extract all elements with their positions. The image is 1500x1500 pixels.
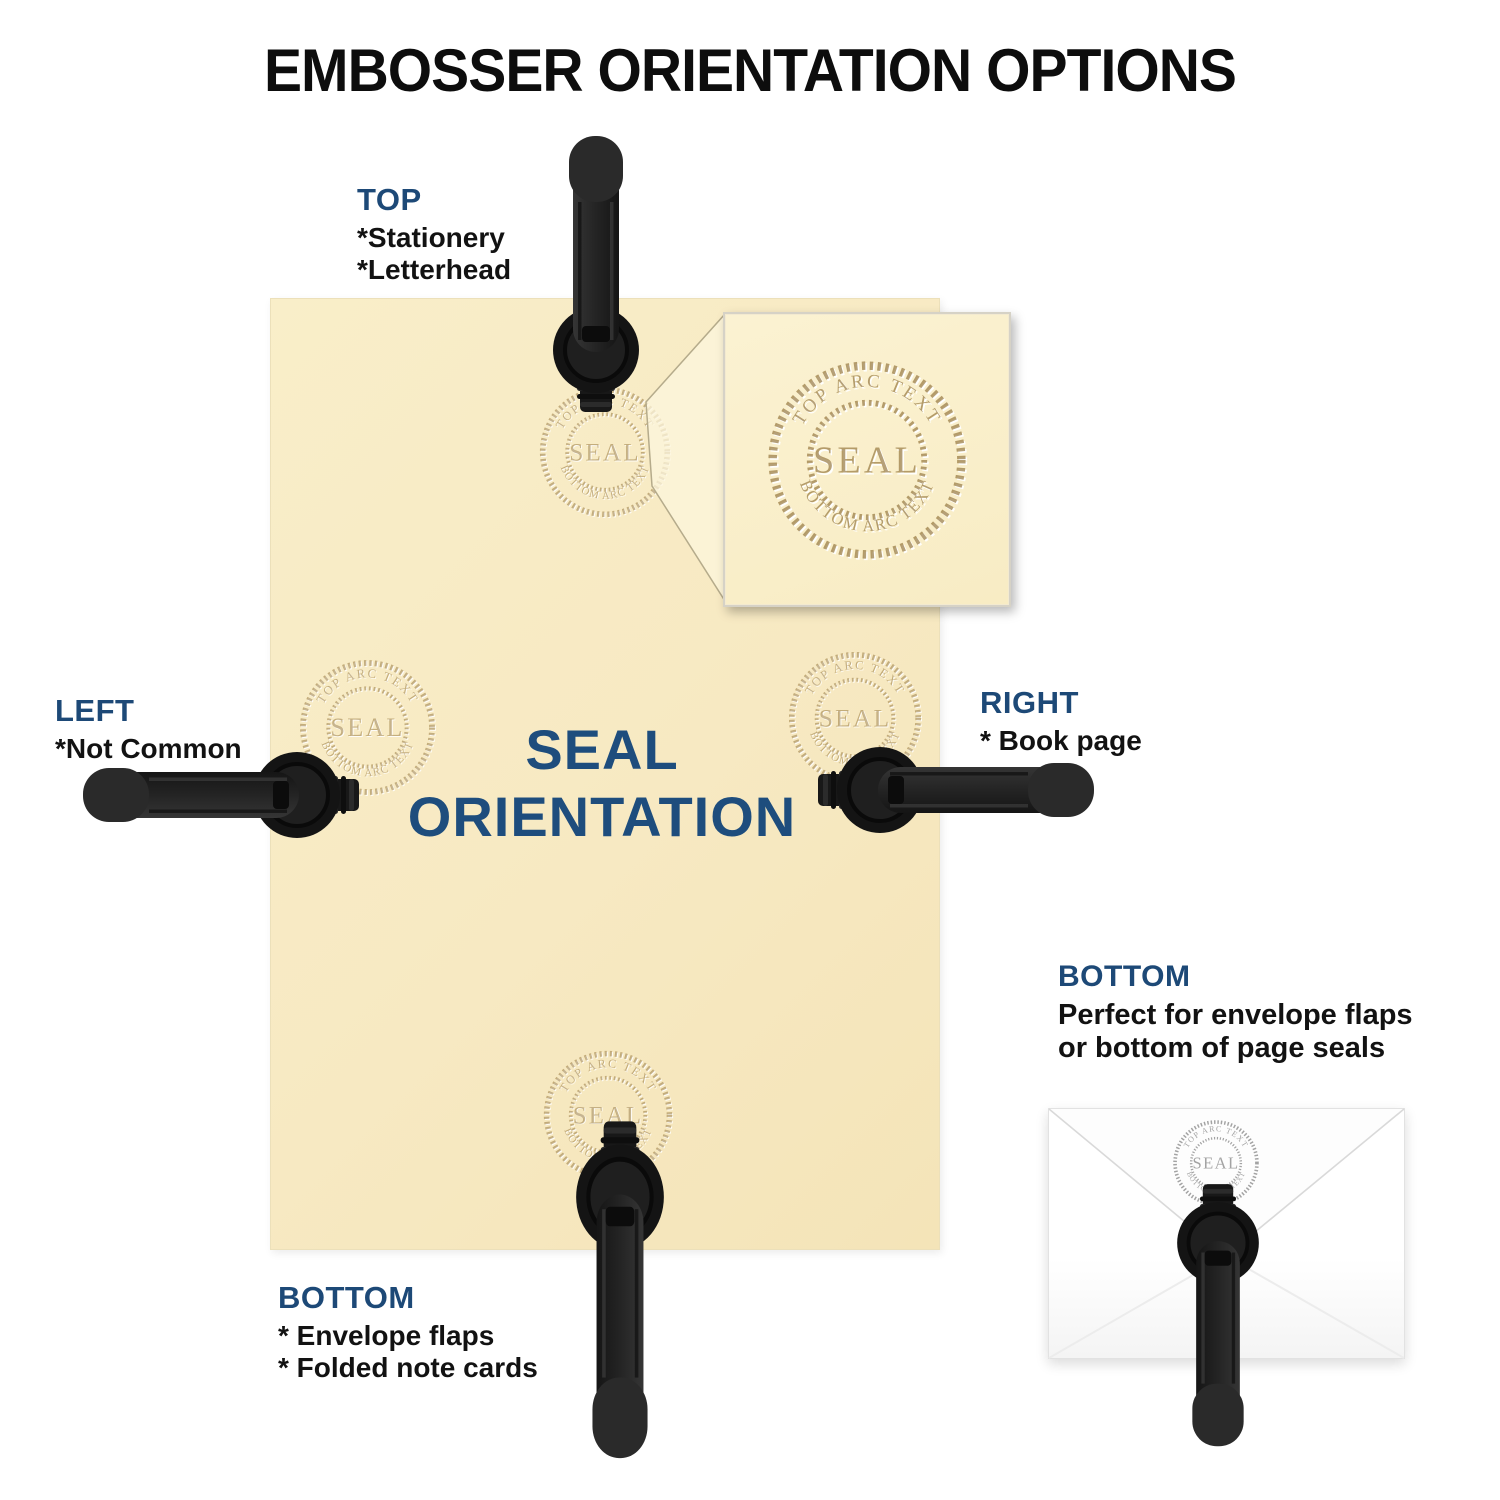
orientation-label-left (55, 693, 242, 765)
seal-orientation-label (392, 716, 812, 850)
orientation-label-bottom-callout (1058, 960, 1413, 1065)
bottom-item: * Envelope flaps (278, 1320, 495, 1352)
bottom-item: * Folded note cards (278, 1352, 538, 1384)
bottom-callout-heading: BOTTOM (1058, 960, 1191, 993)
seal-imprint-inset (761, 354, 973, 566)
page-title: EMBOSSER ORIENTATION OPTIONS (263, 37, 1236, 104)
seal-orientation-line1: SEAL (525, 718, 679, 781)
embosser-clamp-envelope (1161, 1169, 1275, 1454)
embosser-clamp-top (536, 128, 656, 428)
top-item: *Letterhead (357, 254, 512, 286)
embosser-clamp-bottom (559, 1102, 681, 1468)
left-heading: LEFT (55, 693, 135, 728)
right-item: * Book page (980, 725, 1142, 757)
top-item: *Stationery (357, 222, 505, 254)
bottom-heading: BOTTOM (278, 1280, 415, 1315)
orientation-label-bottom (278, 1280, 538, 1384)
seal-orientation-line2: ORIENTATION (407, 785, 797, 849)
bottom-callout-line: Perfect for envelope flaps (1058, 999, 1413, 1032)
right-heading: RIGHT (980, 685, 1079, 720)
top-heading: TOP (357, 182, 422, 217)
seal-zoom-inset (723, 312, 1011, 607)
bottom-callout-line: or bottom of page seals (1058, 1032, 1386, 1065)
left-item: *Not Common (55, 733, 242, 765)
orientation-label-right (980, 685, 1142, 757)
orientation-label-top (357, 182, 511, 286)
